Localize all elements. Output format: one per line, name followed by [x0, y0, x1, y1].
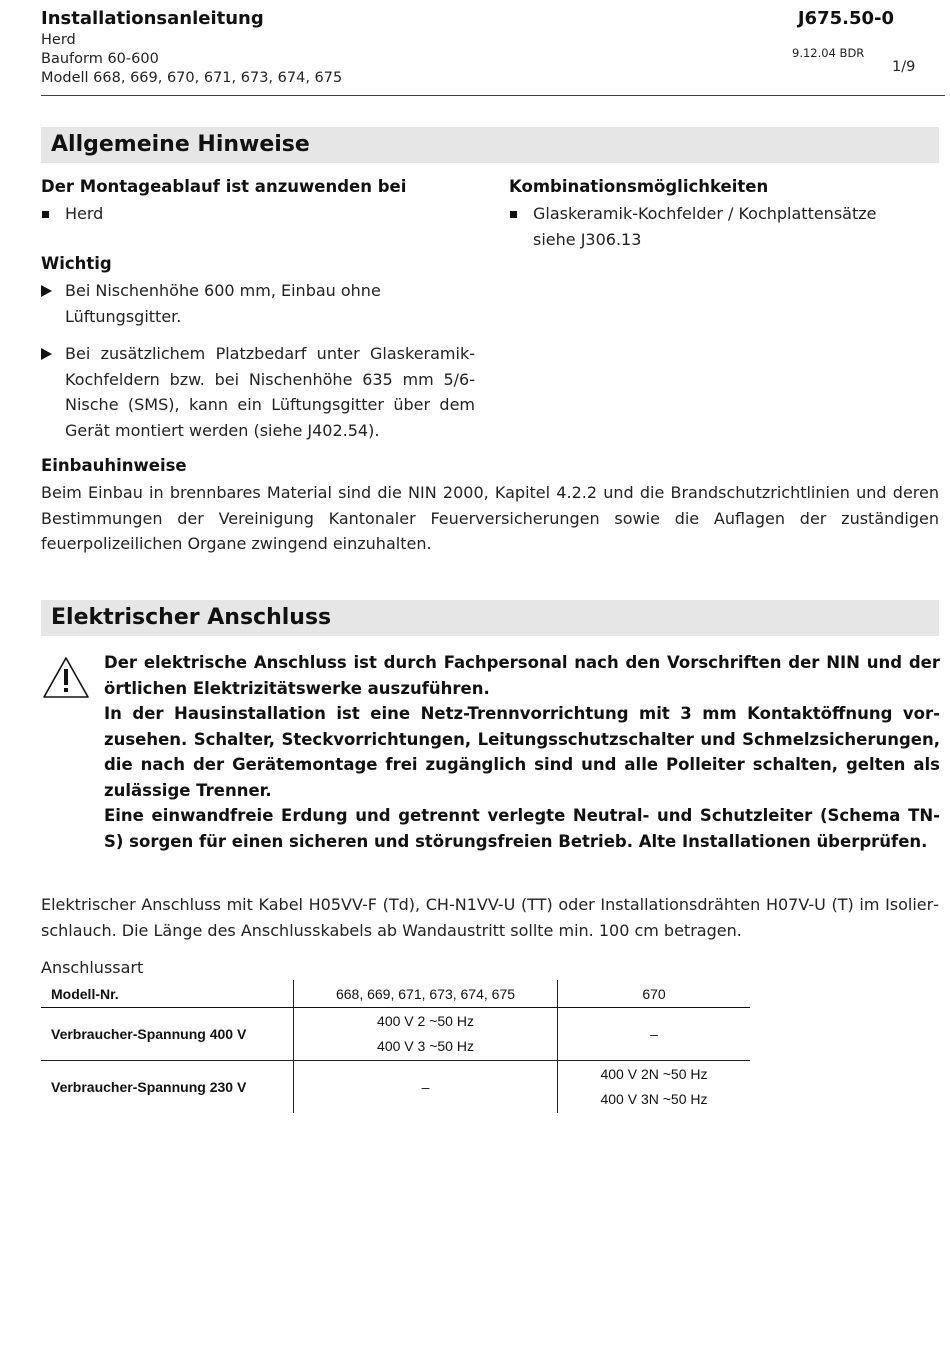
triangle-bullet-icon: [41, 285, 52, 297]
table-row-label: Verbraucher-Spannung 400 V: [41, 1008, 294, 1061]
connection-text: Elektrischer Anschluss mit Kabel H05VV-F (Td), CH-N1VV-U (TT) oder Installationsdrähten H07V-U (T) im Isolierschlauch. Die Länge des Anschlusskabels ab Wandaustritt sollte min. 100 cm betragen.: [41, 895, 939, 940]
table-cell-line: 400 V 3N ~50 Hz: [600, 1091, 708, 1107]
warning-paragraph: Der elektrische Anschluss ist durch Fachpersonal nach den Vorschriften der NIN und der örtlichen Elektrizitätswerke auszuführen.: [104, 653, 940, 698]
warning-icon: [41, 655, 91, 701]
table-caption: Anschlussart: [41, 958, 144, 977]
table-cell: –: [558, 1008, 751, 1061]
document-date: 9.12.04 BDR: [792, 46, 865, 60]
warning-text: [104, 650, 940, 854]
montage-heading: Der Montageablauf ist anzuwenden bei: [41, 177, 407, 196]
table-cell: –: [294, 1061, 558, 1114]
section-title-electrical: Elektrischer Anschluss: [41, 600, 939, 636]
square-bullet-icon: [42, 211, 49, 218]
table-cell-line: 400 V 2 ~50 Hz: [377, 1013, 474, 1029]
page-number: 1/9: [892, 59, 916, 75]
einbau-heading: Einbauhinweise: [41, 456, 187, 475]
einbau-text: Beim Einbau in brennbares Material sind die NIN 2000, Kapitel 4.2.2 und die Brandschutzrichtlinien und deren Bestimmungen der Vereinigung Kantonaler Feuerversicherungen sowie die Auflagen der zuständigen feuerpolizeilichen Organe zwingend einzuhalten.: [41, 483, 939, 553]
table-cell-line: 400 V 2N ~50 Hz: [600, 1066, 708, 1082]
square-bullet-icon: [510, 211, 517, 218]
product-models: Modell 668, 669, 670, 671, 673, 674, 675: [41, 70, 343, 86]
table-header-row: [41, 980, 750, 1008]
warning-paragraph: In der Hausinstallation ist eine Netz-Trennvorrichtung mit 3 mm Kontaktöffnung vorzusehen. Schalter, Steckvorrichtungen, Leitungsschutzschalter und Schmelzsicherungen, die nach der Gerätemontage frei zugänglich sind und alle Polleiter schalten, gelten als zulässige Trenner.: [104, 704, 940, 800]
table-header-cell: Modell-Nr.: [41, 980, 294, 1008]
product-series: Bauform 60-600: [41, 51, 159, 67]
header-divider: [41, 95, 945, 96]
table-cell: [558, 1061, 751, 1114]
wichtig-heading: Wichtig: [41, 254, 112, 273]
wichtig-list-item: Bei Nischenhöhe 600 mm, Einbau ohne Lüftungsgitter.: [41, 278, 481, 330]
product-type: Herd: [41, 32, 76, 48]
table-row: [41, 1008, 750, 1061]
warning-paragraph: Eine einwandfreie Erdung und getrennt verlegte Neutral- und Schutzleiter (Schema TN-S) sorgen für einen sicheren und störungsfreien Betrieb. Alte Installationen überprüfen.: [104, 806, 940, 851]
table-row-label: Verbraucher-Spannung 230 V: [41, 1061, 294, 1114]
table-cell-line: 400 V 3 ~50 Hz: [377, 1038, 474, 1054]
document-page: Installationsanleitung Herd Bauform 60-600 Modell 668, 669, 670, 671, 673, 674, 675 J675.50-0 9.12.04 BDR 1/9 Allgemeine Hinweise Der Montageablauf ist anzuwenden bei Herd Wichtig Bei Nischenhöhe 600 mm, Einbau ohne Lüftungsgitter. Bei zusätzlichem Platzbedarf unter Glaskeramik-Kochfeldern bzw. bei Nischenhöhe 635 mm 5/6-Nische (SMS), kann ein Lüftungsgitter über dem Gerät montiert werden (siehe J402.54). Kombinationsmöglichkeiten Glaskeramik-Kochfelder / Kochplattensätze siehe J306.13 Einbauhinweise Beim Einbau in brennbares Material sind die NIN 2000, Kapitel 4.2.2 und die Brandschutzrichtlinien und deren Bestimmungen der Vereinigung Kantonaler Feuerversicherungen sowie die Auflagen der zuständigen feuerpolizeilichen Organe zwingend einzuhalten. Elektrischer Anschluss Der elektrische Anschluss ist durch Fachpersonal nach den Vorschriften der NIN und der örtlichen Elektrizitätswerke auszuführen. In der Hausinstallation ist eine Netz-Trennvorrichtung mit 3 mm Kontaktöffnung vorzusehen. Schalter, Steckvorrichtungen, Leitungsschutzschalter und Schmelzsicherungen, die nach der Gerätemontage frei zugänglich sind und alle Polleiter schalten, gelten als zulässige Trenner. Eine einwandfreie Erdung und getrennt verlegte Neutral- und Schutzleiter (Schema TN-S) sorgen für einen sicheren und störungsfreien Betrieb. Alte Installationen überprüfen. Elektrischer Anschluss mit Kabel H05VV-F (Td), CH-N1VV-U (TT) oder Installationsdrähten H07V-U (T) im Isolierschlauch. Die Länge des Anschlusskabels ab Wandaustritt sollte min. 100 cm betragen. Anschlussart Modell-Nr. 668, 669, 671, 673, 674, 675 670 Verbraucher-Spannung 400 V 400 V 2 ~50 Hz 400 V 3 ~50 Hz – Verbraucher-Spannung 230 V – 400 V 2N ~50 Hz 400 V 3N ~50 Hz: [0, 0, 950, 1370]
section-title-general: Allgemeine Hinweise: [41, 127, 939, 163]
table-header-cell: 668, 669, 671, 673, 674, 675: [294, 980, 558, 1008]
kombi-list-item: Glaskeramik-Kochfelder / Kochplattensätze siehe J306.13: [509, 201, 929, 253]
connection-table: [41, 980, 750, 1113]
wichtig-list-item: Bei zusätzlichem Platzbedarf unter Glaskeramik-Kochfeldern bzw. bei Nischenhöhe 635 mm 5/6-Nische (SMS), kann ein Lüftungsgitter über dem Gerät montiert werden (siehe J402.54).: [41, 341, 481, 445]
table-cell: [294, 1008, 558, 1061]
table-header-cell: 670: [558, 980, 751, 1008]
kombi-heading: Kombinationsmöglichkeiten: [509, 177, 769, 196]
table-row: [41, 1061, 750, 1114]
triangle-bullet-icon: [41, 348, 52, 360]
document-title: Installationsanleitung: [41, 8, 264, 29]
document-code: J675.50-0: [797, 8, 894, 29]
